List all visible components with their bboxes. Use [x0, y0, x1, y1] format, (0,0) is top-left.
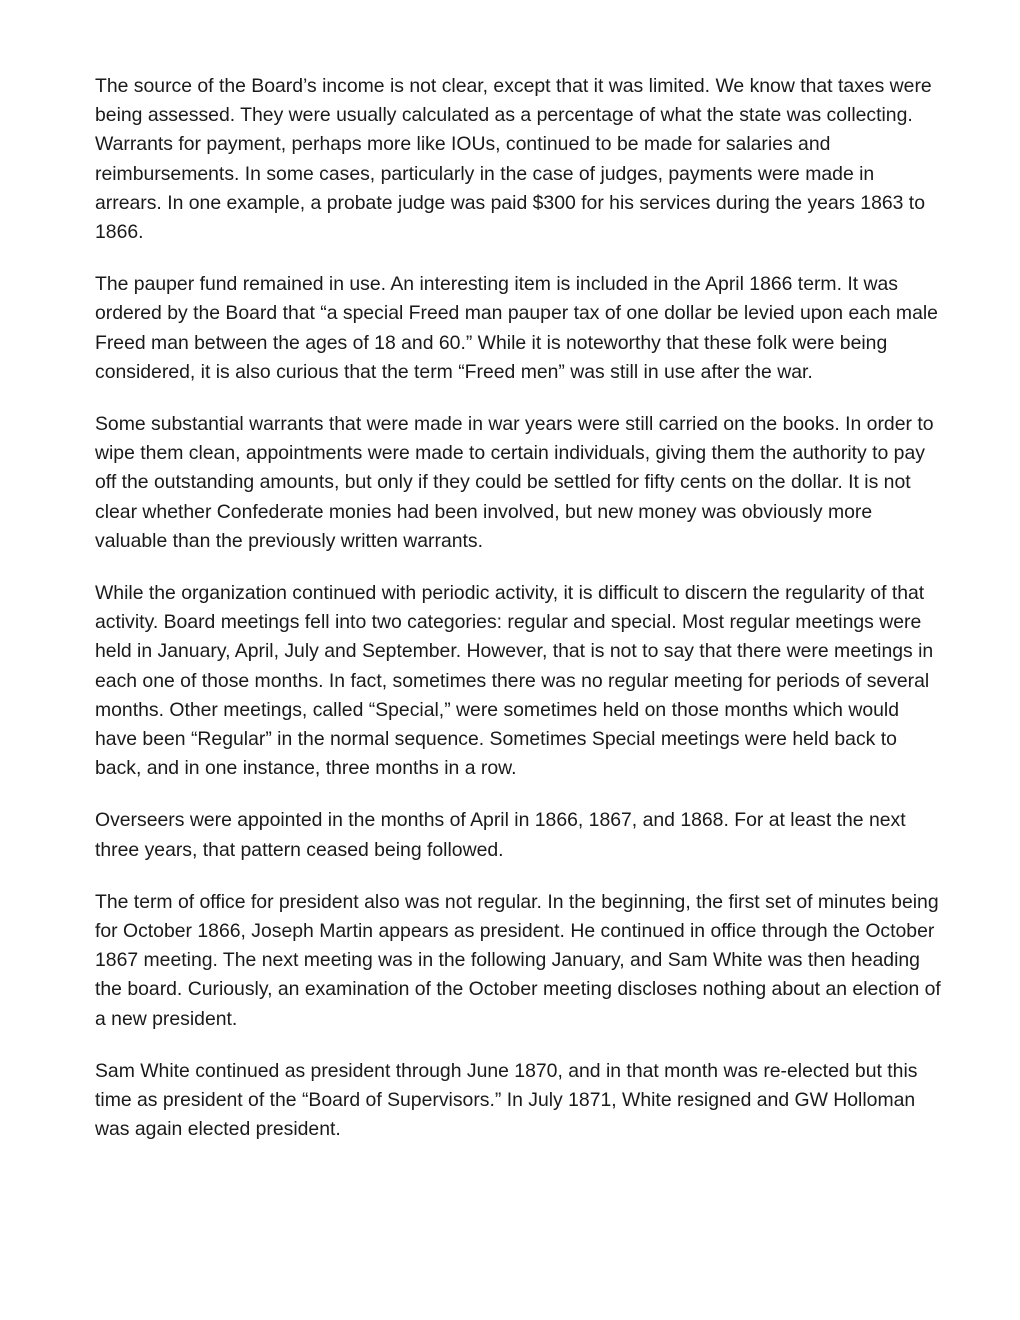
- paragraph-board-income: The source of the Board’s income is not clear, except that it was limited. We know that taxes were being assessed. They were usually calculated as a percentage of what the state was collecting. Warrants for payment, perhaps more like IOUs, continued to be made for salaries and reimbursements. In some cases, particularly in the case of judges, payments were made in arrears. In one example, a probate judge was paid $300 for his services during the years 1863 to 1866.: [95, 75, 932, 244]
- paragraph-president-term: The term of office for president also was not regular. In the beginning, the first set of minutes being for October 1866, Joseph Martin appears as president. He continued in office through the October 1867 meeting. The next meeting was in the following January, and Sam White was then heading the board. Curiously, an examination of the October meeting discloses nothing about an election of a new president.: [95, 890, 941, 1030]
- paragraph-pauper-fund: The pauper fund remained in use. An interesting item is included in the April 1866 term. It was ordered by the Board that “a special Freed man pauper tax of one dollar be levied upon each male Freed man between the ages of 18 and 60.” While it is noteworthy that these folk were being considered, it is also curious that the term “Freed men” was still in use after the war.: [95, 273, 938, 383]
- paragraph-overseers: Overseers were appointed in the months of April in 1866, 1867, and 1868. For at least the next three years, that pattern ceased being followed.: [95, 809, 906, 861]
- paragraph-board-meetings: While the organization continued with periodic activity, it is difficult to discern the regularity of that activity. Board meetings fell into two categories: regular and special. Most regular meetings were held in January, April, July and September. However, that is not to say that there were meetings in each one of those months. In fact, sometimes there was no regular meeting for periods of several months. Other meetings, called “Special,” were sometimes held on those months which would have been “Regular” in the normal sequence. Sometimes Special meetings were held back to back, and in one instance, three months in a row.: [95, 582, 934, 780]
- document-page: [95, 72, 945, 1145]
- paragraph-sam-white: Sam White continued as president through June 1870, and in that month was re-elected but this time as president of the “Board of Supervisors.” In July 1871, White resigned and GW Holloman was again elected president.: [95, 1059, 918, 1141]
- paragraph-war-warrants: Some substantial warrants that were made in war years were still carried on the books. In order to wipe them clean, appointments were made to certain individuals, giving them the authority to pay off the outstanding amounts, but only if they could be settled for fifty cents on the dollar. It is not clear whether Confederate monies had been involved, but new money was obviously more valuable than the previously written warrants.: [95, 413, 934, 552]
